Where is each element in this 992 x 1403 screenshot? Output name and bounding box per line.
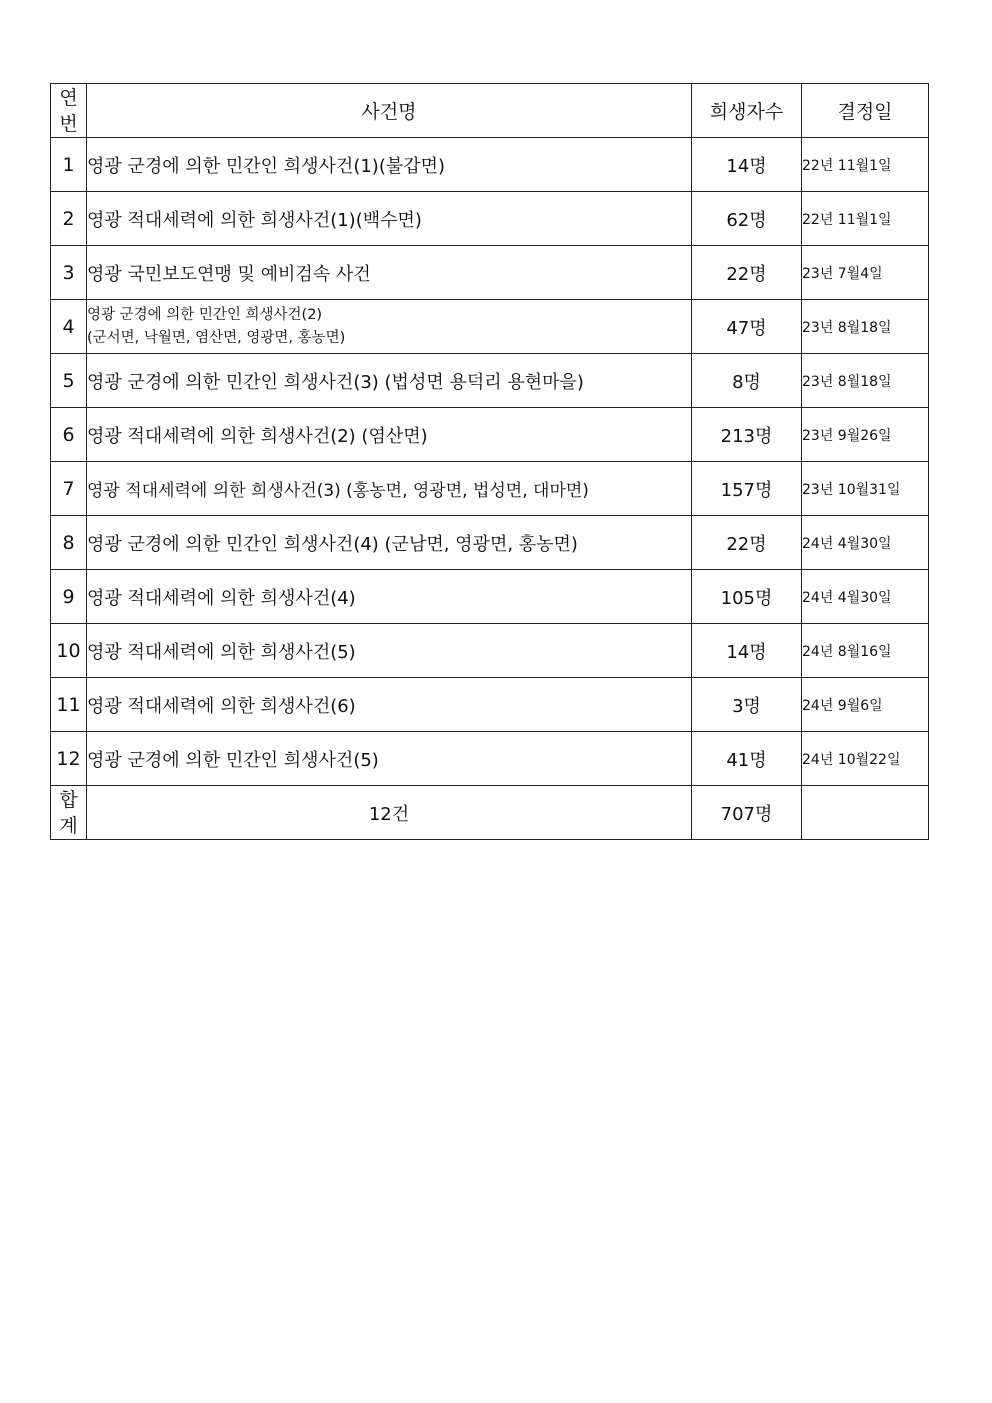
table-row — [51, 246, 929, 300]
header-victims: 희생자수 — [692, 84, 802, 138]
row-date: 24년 8월16일 — [802, 624, 929, 678]
total-row — [51, 786, 929, 840]
row-victims: 8명 — [692, 354, 802, 408]
table-row — [51, 408, 929, 462]
row-no: 7 — [51, 462, 87, 516]
table-row — [51, 732, 929, 786]
row-name: 영광 군경에 의한 민간인 희생사건(3) (법성면 용덕리 용현마을) — [87, 354, 692, 408]
table-row — [51, 678, 929, 732]
table-row — [51, 624, 929, 678]
row-name — [87, 300, 692, 354]
row-name: 영광 적대세력에 의한 희생사건(4) — [87, 570, 692, 624]
row-no: 9 — [51, 570, 87, 624]
row-no: 8 — [51, 516, 87, 570]
row-name: 영광 군경에 의한 민간인 희생사건(1)(불갑면) — [87, 138, 692, 192]
row-no: 3 — [51, 246, 87, 300]
total-cases: 12건 — [87, 786, 692, 840]
row-date: 23년 10월31일 — [802, 462, 929, 516]
row-name: 영광 적대세력에 의한 희생사건(5) — [87, 624, 692, 678]
table-row — [51, 138, 929, 192]
row-name-line1: 영광 군경에 의한 민간인 희생사건(2) — [87, 306, 323, 323]
row-victims: 22명 — [692, 246, 802, 300]
header-date: 결정일 — [802, 84, 929, 138]
row-victims: 157명 — [692, 462, 802, 516]
row-no: 12 — [51, 732, 87, 786]
header-no-line2: 번 — [59, 112, 78, 135]
table-row — [51, 354, 929, 408]
row-name: 영광 군경에 의한 민간인 희생사건(4) (군남면, 영광면, 홍농면) — [87, 516, 692, 570]
total-date — [802, 786, 929, 840]
row-date: 22년 11월1일 — [802, 192, 929, 246]
row-no: 5 — [51, 354, 87, 408]
row-date: 23년 9월26일 — [802, 408, 929, 462]
row-no: 6 — [51, 408, 87, 462]
row-name: 영광 적대세력에 의한 희생사건(3) (홍농면, 영광면, 법성면, 대마면) — [87, 462, 692, 516]
row-no: 1 — [51, 138, 87, 192]
row-date: 23년 7월4일 — [802, 246, 929, 300]
row-name: 영광 국민보도연맹 및 예비검속 사건 — [87, 246, 692, 300]
row-date: 24년 4월30일 — [802, 570, 929, 624]
row-name-line2: (군서면, 낙월면, 염산면, 영광면, 홍농면) — [87, 329, 346, 346]
row-date: 23년 8월18일 — [802, 300, 929, 354]
table-row — [51, 300, 929, 354]
row-date: 24년 4월30일 — [802, 516, 929, 570]
header-no — [51, 84, 87, 138]
table-row — [51, 516, 929, 570]
row-victims: 14명 — [692, 624, 802, 678]
total-label-line2: 계 — [59, 814, 78, 837]
row-date: 22년 11월1일 — [802, 138, 929, 192]
row-victims: 105명 — [692, 570, 802, 624]
incident-table — [50, 83, 929, 840]
table-row — [51, 570, 929, 624]
row-victims: 47명 — [692, 300, 802, 354]
row-no: 4 — [51, 300, 87, 354]
table-row — [51, 462, 929, 516]
total-label — [51, 786, 87, 840]
row-victims: 62명 — [692, 192, 802, 246]
row-name: 영광 적대세력에 의한 희생사건(2) (염산면) — [87, 408, 692, 462]
row-no: 11 — [51, 678, 87, 732]
row-name: 영광 적대세력에 의한 희생사건(1)(백수면) — [87, 192, 692, 246]
row-date: 23년 8월18일 — [802, 354, 929, 408]
row-victims: 3명 — [692, 678, 802, 732]
total-label-line1: 합 — [59, 788, 78, 811]
row-victims: 41명 — [692, 732, 802, 786]
header-row — [51, 84, 929, 138]
row-no: 10 — [51, 624, 87, 678]
row-date: 24년 9월6일 — [802, 678, 929, 732]
table-row — [51, 192, 929, 246]
row-name: 영광 적대세력에 의한 희생사건(6) — [87, 678, 692, 732]
header-no-line1: 연 — [59, 86, 78, 109]
row-name: 영광 군경에 의한 민간인 희생사건(5) — [87, 732, 692, 786]
total-victims: 707명 — [692, 786, 802, 840]
row-date: 24년 10월22일 — [802, 732, 929, 786]
header-name: 사건명 — [87, 84, 692, 138]
row-victims: 14명 — [692, 138, 802, 192]
row-no: 2 — [51, 192, 87, 246]
row-victims: 22명 — [692, 516, 802, 570]
row-victims: 213명 — [692, 408, 802, 462]
